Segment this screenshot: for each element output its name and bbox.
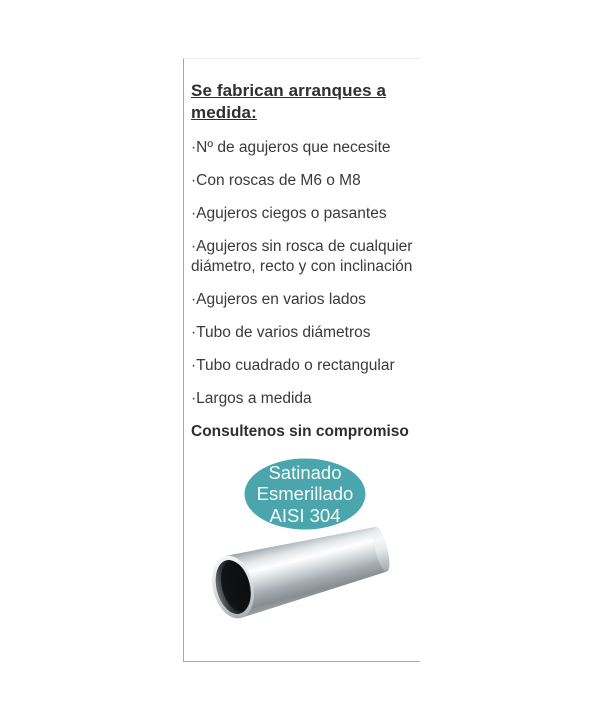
bullet-item: ·Tubo cuadrado o rectangular [191,357,395,374]
badge-line: AISI 304 [269,504,341,526]
bullet-item: ·Con roscas de M6 o M8 [191,172,361,189]
bullet-item: ·Nº de agujeros que necesite [191,139,391,156]
steel-tube-icon [203,517,403,627]
panel-heading: Se fabrican arranques a medida: [191,81,387,122]
bullet-item: ·Tubo de varios diámetros [191,324,371,341]
badge-line: Esmerillado [256,483,354,505]
bullet-item: ·Agujeros ciegos o pasantes [191,205,387,222]
bullet-item: ·Largos a medida [191,390,312,407]
bullet-item: ·Agujeros en varios lados [191,291,366,308]
bullet-item: ·Agujeros sin rosca de cualquier diámetro, recto y con inclinación [191,238,413,275]
badge-line: Satinado [268,461,342,483]
panel-footer: Consultenos sin compromiso [191,423,409,440]
stainless-steel-tube-photo [203,517,403,627]
